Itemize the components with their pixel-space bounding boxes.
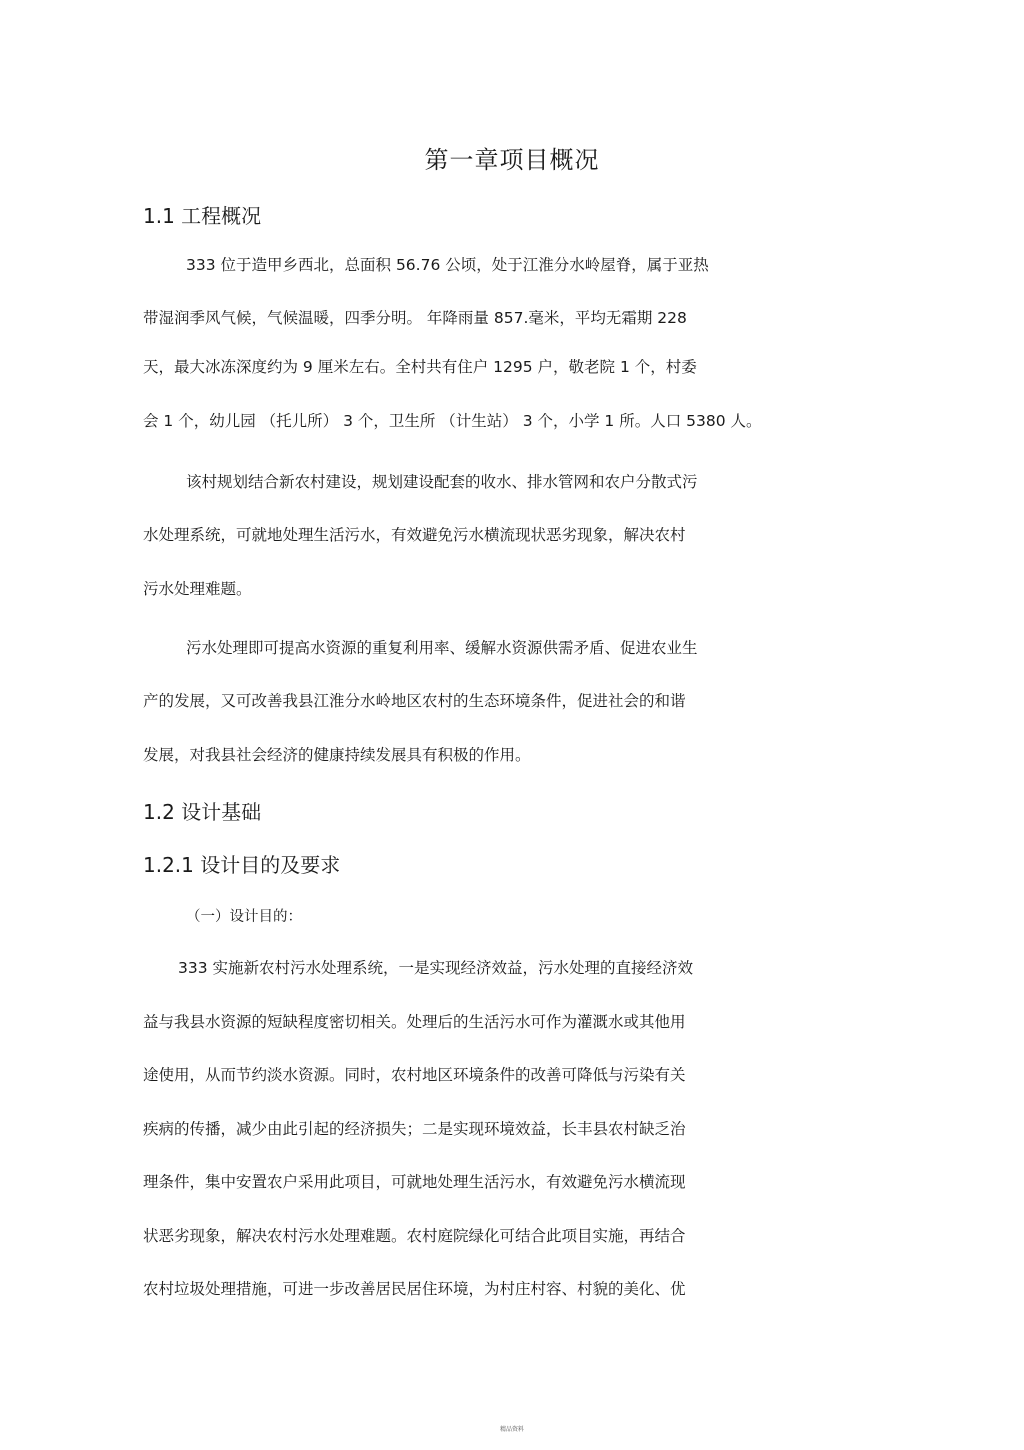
page-footer: 精品资料: [499, 1426, 524, 1433]
sub-heading: （一）设计目的：: [186, 909, 302, 925]
paragraph-4-line-6: 状恶劣现象，解决农村污水处理难题。农村庭院绿化可结合此项目实施，再结合: [143, 1227, 686, 1245]
paragraph-1-line-1: 333 位于造甲乡西北，总面积 56.76 公顷，处于江淮分水岭屋脊，属于亚热: [186, 256, 709, 274]
section-heading-1-2: 1.2 设计基础: [143, 800, 262, 824]
paragraph-2-line-1: 该村规划结合新农村建设，规划建设配套的收水、排水管网和农户分散式污: [186, 473, 698, 491]
paragraph-4-line-2: 益与我县水资源的短缺程度密切相关。处理后的生活污水可作为灌溉水或其他用: [143, 1013, 686, 1031]
paragraph-1-line-2: 带湿润季风气候，气候温暖，四季分明。 年降雨量 857.毫米，平均无霜期 228: [143, 309, 687, 327]
paragraph-2-line-3: 污水处理难题。: [143, 580, 252, 598]
paragraph-4-line-7: 农村垃圾处理措施，可进一步改善居民居住环境，为村庄村容、村貌的美化、优: [143, 1280, 686, 1298]
paragraph-4-line-5: 理条件，集中安置农户采用此项目，可就地处理生活污水，有效避免污水横流现: [143, 1173, 686, 1191]
paragraph-1-line-3: 天，最大冰冻深度约为 9 厘米左右。全村共有住户 1295 户，敬老院 1 个，村委: [143, 358, 697, 376]
paragraph-4-line-3: 途使用，从而节约淡水资源。同时，农村地区环境条件的改善可降低与污染有关: [143, 1066, 686, 1084]
section-heading-1-1: 1.1 工程概况: [143, 204, 262, 228]
chapter-title: 第一章项目概况: [424, 146, 600, 174]
paragraph-1-line-4: 会 1 个，幼儿园 （托儿所） 3 个，卫生所 （计生站） 3 个，小学 1 所。人口 5380 人。: [143, 412, 762, 430]
paragraph-4-line-4: 疾病的传播，减少由此引起的经济损失；二是实现环境效益，长丰县农村缺乏治: [143, 1120, 686, 1138]
paragraph-2-line-2: 水处理系统，可就地处理生活污水，有效避免污水横流现状恶劣现象，解决农村: [143, 526, 686, 544]
section-heading-1-2-1: 1.2.1 设计目的及要求: [143, 853, 341, 877]
paragraph-3-line-2: 产的发展，又可改善我县江淮分水岭地区农村的生态环境条件，促进社会的和谐: [143, 692, 686, 710]
paragraph-4-line-1: 333 实施新农村污水处理系统，一是实现经济效益，污水处理的直接经济效: [178, 959, 694, 977]
paragraph-3-line-3: 发展，对我县社会经济的健康持续发展具有积极的作用。: [143, 746, 531, 764]
paragraph-3-line-1: 污水处理即可提高水资源的重复利用率、缓解水资源供需矛盾、促进农业生: [186, 639, 698, 657]
